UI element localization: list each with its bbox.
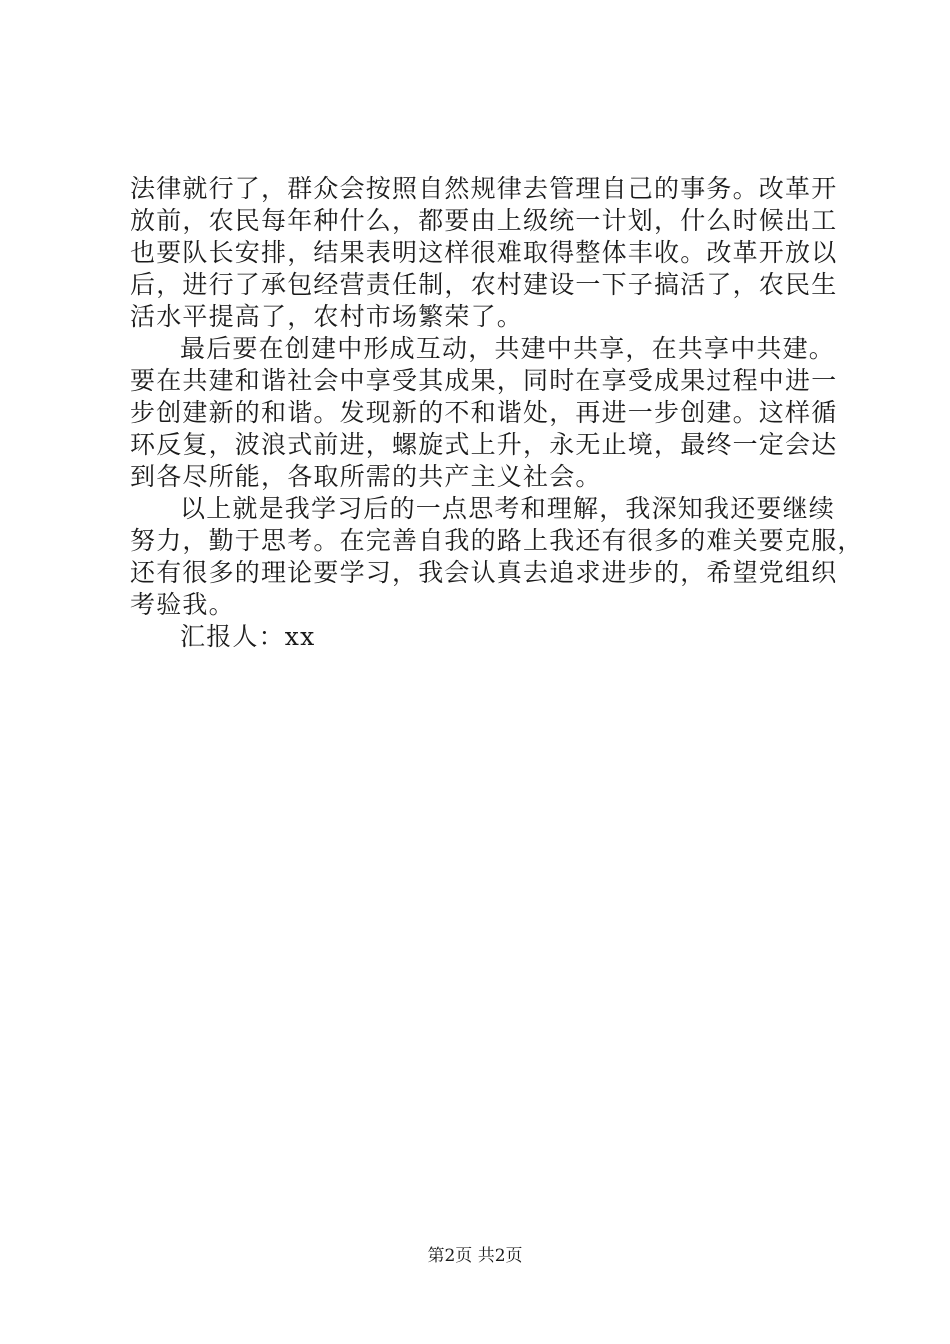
page-number: 第2页 共2页 xyxy=(427,1246,523,1266)
text-line: 环反复，波浪式前进，螺旋式上升，永无止境，最终一定会达 xyxy=(130,430,838,459)
text-line: 到各尽所能，各取所需的共产主义社会。 xyxy=(130,462,602,491)
text-line: 考验我。 xyxy=(130,590,235,619)
text-line: 放前，农民每年种什么，都要由上级统一计划，什么时候出工 xyxy=(130,206,838,235)
paragraph-start-line: 最后要在创建中形成互动，共建中共享，在共享中共建。 xyxy=(180,334,836,363)
text-line: 也要队长安排，结果表明这样很难取得整体丰收。改革开放以 xyxy=(130,238,838,267)
text-line: 步创建新的和谐。发现新的不和谐处，再进一步创建。这样循 xyxy=(130,398,838,427)
text-line: 后，进行了承包经营责任制，农村建设一下子搞活了，农民生 xyxy=(130,270,838,299)
text-line: 活水平提高了，农村市场繁荣了。 xyxy=(130,302,524,331)
paragraph-start-line: 以上就是我学习后的一点思考和理解，我深知我还要继续 xyxy=(180,494,836,523)
page-footer xyxy=(0,1244,950,1268)
text-line: 法律就行了，群众会按照自然规律去管理自己的事务。改革开 xyxy=(130,174,838,203)
text-line: 努力，勤于思考。在完善自我的路上我还有很多的难关要克服， xyxy=(130,526,864,555)
body-text xyxy=(130,173,864,653)
signature-line: 汇报人：xx xyxy=(180,622,316,651)
text-line: 还有很多的理论要学习，我会认真去追求进步的，希望党组织 xyxy=(130,558,838,587)
text-line: 要在共建和谐社会中享受其成果，同时在享受成果过程中进一 xyxy=(130,366,838,395)
